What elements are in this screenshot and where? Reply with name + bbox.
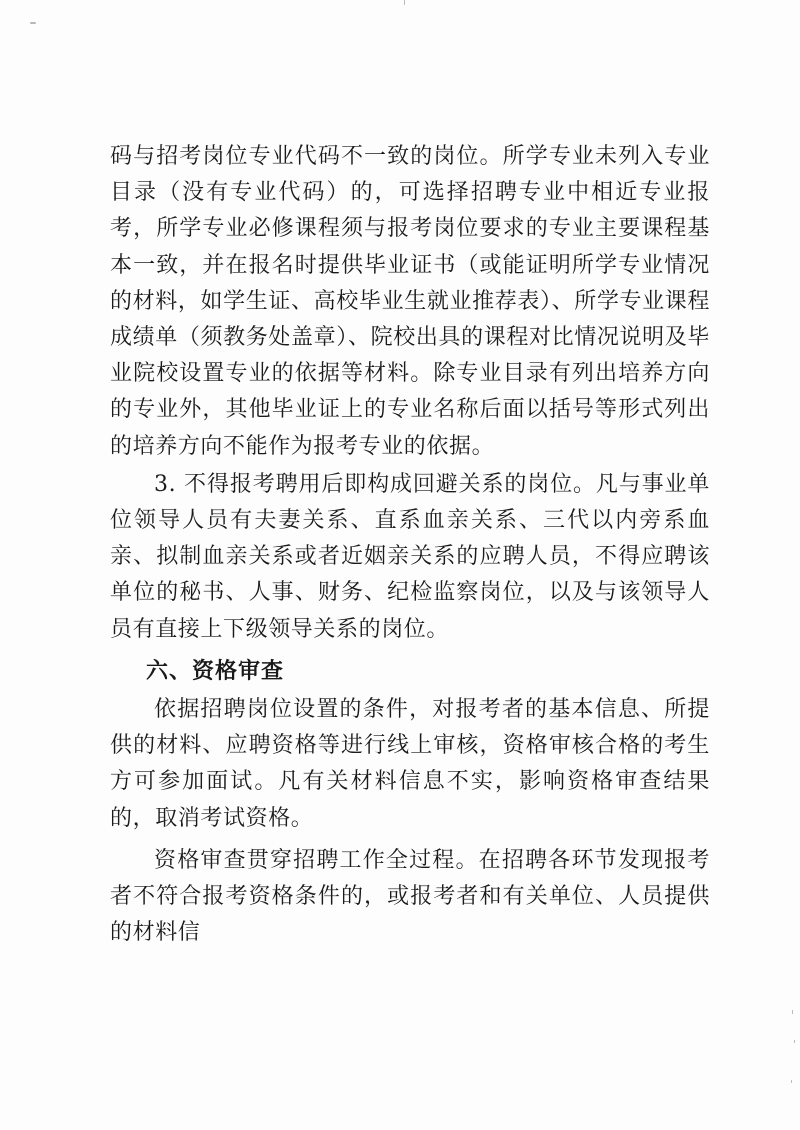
paragraph-item-3: 3. 不得报考聘用后即构成回避关系的岗位。凡与事业单位领导人员有夫妻关系、直系血亲关系、三代以内旁系血亲、拟制血亲关系或者近姻亲关系的应聘人员，不得应聘该单位的秘书、人事、财务、纪检监察岗位，以及与该领导人员有直接上下级领导关系的岗位。 [110, 471, 710, 642]
document-body [110, 139, 710, 951]
scan-artifact [404, 0, 405, 5]
paragraph-review-basis: 依据招聘岗位设置的条件，对报考者的基本信息、所提供的材料、应聘资格等进行线上审核，资格审核合格的考生方可参加面试。凡有关材料信息不实，影响资格审查结果的，取消考试资格。 [110, 697, 710, 831]
section-heading-qualification-review: 六、资格审查 [146, 658, 285, 684]
paragraph-continued: 码与招考岗位专业代码不一致的岗位。所学专业未列入专业目录（没有专业代码）的，可选择招聘专业中相近专业报考，所学专业必修课程须与报考岗位要求的专业主要课程基本一致，并在报名时提供毕业证书（或能证明所学专业情况的材料，如学生证、高校毕业生就业推荐表）、所学专业课程成绩单（须教务处盖章）、院校出具的课程对比情况说明及毕业院校设置专业的依据等材料。除专业目录有列出培养方向的专业外，其他毕业证上的专业名称后面以括号等形式列出的培养方向不能作为报考专业的依据。 [110, 144, 710, 459]
scan-artifact [792, 1010, 793, 1014]
paragraph-review-throughout: 资格审查贯穿招聘工作全过程。在招聘各环节发现报考者不符合报考资格条件的，或报考者和有关单位、人员提供的材料信 [110, 847, 710, 946]
scan-artifact [30, 22, 36, 24]
scan-artifact [794, 1040, 795, 1043]
scan-artifact [791, 1080, 792, 1083]
